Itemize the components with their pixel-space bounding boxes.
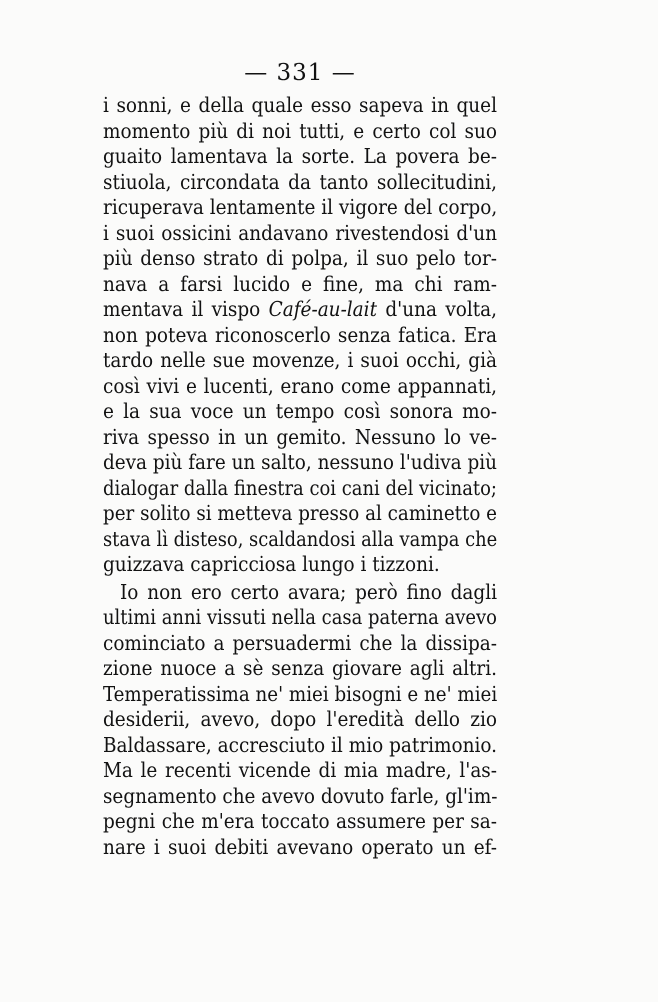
text-line: stiuola, circondata da tanto sollecitudini, xyxy=(103,169,497,194)
text-line: segnamento che avevo dovuto farle, gl'im- xyxy=(103,783,498,808)
body-text xyxy=(103,93,497,860)
text-span: mentava il vispo xyxy=(103,297,269,321)
text-line: nare i suoi debiti avevano operato un ef- xyxy=(103,834,497,859)
text-line: per solito si metteva presso al caminetto e xyxy=(103,501,498,525)
text-line: Ma le recenti vicende di mia madre, l'as- xyxy=(103,758,497,782)
italic-title: Café-au-lait xyxy=(268,297,377,321)
paragraph-1 xyxy=(103,93,497,578)
text-line: pegni che m'era toccato assumere per sa- xyxy=(103,809,497,833)
text-line: così vivi e lucenti, erano come appannati, xyxy=(103,373,497,398)
text-line: Io non ero certo avara; però fino dagli xyxy=(120,579,497,604)
text-line: ultimi anni vissuti nella casa paterna avevo xyxy=(103,605,497,629)
text-line: deva più fare un salto, nessuno l'udiva più xyxy=(103,450,498,474)
text-line: più denso strato di polpa, il suo pelo tor- xyxy=(103,246,497,270)
paragraph-2 xyxy=(103,580,497,861)
page-number: — 331 — xyxy=(244,60,356,86)
text-line: zione nuoce a sè senza giovare agli altri. xyxy=(103,656,497,680)
text-line: ricuperava lentamente il vigore del corpo, xyxy=(103,195,498,219)
text-line: tardo nelle sue movenze, i suoi occhi, già xyxy=(103,348,497,372)
text-line: e la sua voce un tempo così sonora mo- xyxy=(103,399,497,423)
text-line: guizzava capricciosa lungo i tizzoni. xyxy=(103,552,440,576)
text-line: non poteva riconoscerlo senza fatica. Era xyxy=(103,322,497,347)
text-line: Temperatissima ne' miei bisogni e ne' miei xyxy=(103,681,498,706)
text-line: i sonni, e della quale esso sapeva in quel xyxy=(103,93,497,117)
text-line-with-italic xyxy=(103,297,497,323)
text-line: Baldassare, accresciuto il mio patrimonio. xyxy=(103,732,497,757)
text-line: nava a farsi lucido e fine, ma chi ram- xyxy=(103,271,497,296)
text-line: dialogar dalla finestra coi cani del vicinato; xyxy=(103,475,497,500)
text-line: momento più di noi tutti, e certo col suo xyxy=(103,118,497,143)
text-line: desiderii, avevo, dopo l'eredità dello zio xyxy=(103,707,497,731)
text-line: guaito lamentava la sorte. La povera be- xyxy=(103,144,497,168)
text-line: i suoi ossicini andavano rivestendosi d'un xyxy=(103,220,497,245)
text-span: d'una volta, xyxy=(376,297,497,321)
text-line: stava lì disteso, scaldandosi alla vampa che xyxy=(103,526,498,551)
text-line: cominciato a persuadermi che la dissipa- xyxy=(103,630,497,655)
text-line: riva spesso in un gemito. Nessuno lo ve- xyxy=(103,424,497,449)
